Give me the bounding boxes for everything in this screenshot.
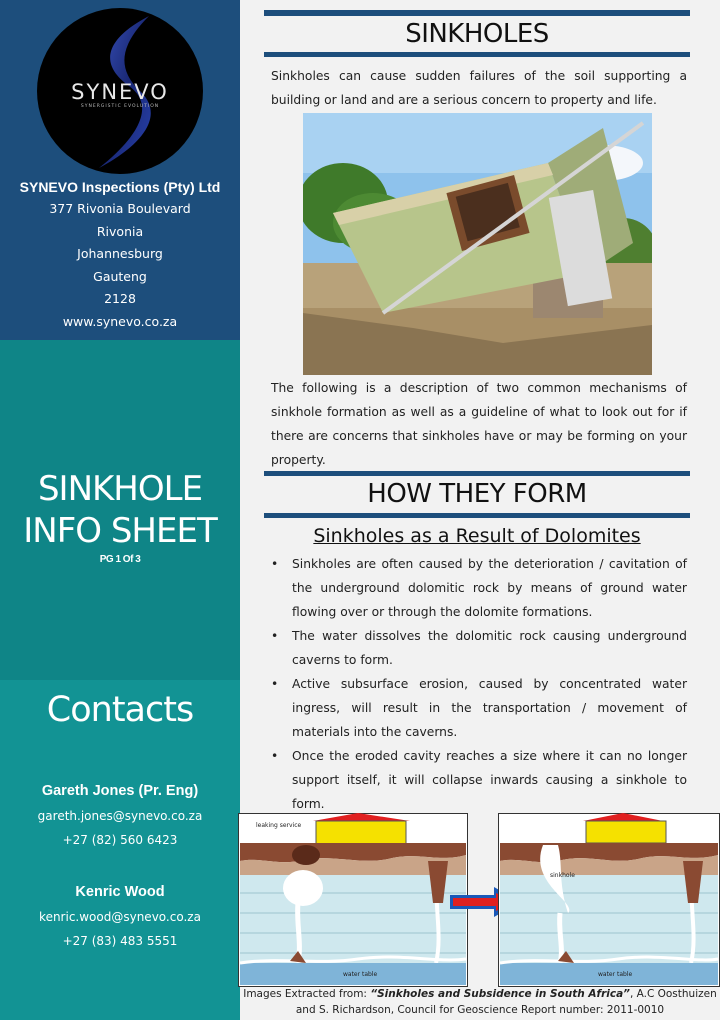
image-source-caption: [240, 986, 720, 1018]
section-bottom-rule: [264, 513, 690, 518]
contact-card: [0, 778, 240, 852]
caption-prefix: Images Extracted from:: [243, 988, 371, 1000]
company-logo: [37, 8, 203, 174]
list-item: • Once the eroded cavity reaches a size where it can no longer support itself, it will collapse inwards causing a sinkhole to form.: [271, 749, 687, 811]
page-indicator: PG 1 Of 3: [99, 554, 141, 565]
contact-email-link[interactable]: gareth.jones@synevo.co.za: [37, 809, 203, 823]
description-paragraph: The following is a description of two common mechanisms of sinkhole formation as well as a guideline of what to look out for if there are concerns that sinkholes have or may be forming on your property.: [271, 381, 687, 467]
contact-name: Gareth Jones (Pr. Eng): [41, 783, 199, 799]
logo-tagline-text: SYNERGISTIC EVOLUTION: [80, 104, 160, 109]
list-item: • The water dissolves the dolomitic rock causing underground caverns to form.: [271, 629, 687, 667]
contact-card: [0, 879, 240, 953]
address-province: Gauteng: [93, 268, 147, 284]
contacts-heading: Contacts: [46, 690, 194, 730]
sinkhole-diagram-before: [238, 813, 468, 987]
sidebar: [0, 0, 240, 1020]
list-item-text: The water dissolves the dolomitic rock causing underground caverns to form.: [292, 629, 687, 667]
subsection-title: Sinkholes as a Result of Dolomites: [313, 525, 641, 547]
contact-name: Kenric Wood: [75, 884, 165, 900]
contact-phone[interactable]: +27 (83) 483 5551: [62, 934, 178, 948]
address-postal-code: 2128: [104, 291, 136, 307]
list-item-text: Active subsurface erosion, caused by concentrated water ingress, will result in the transportation / movement of materials into the caverns.: [292, 677, 687, 739]
formation-bullet-list: [271, 552, 687, 816]
list-item-text: Once the eroded cavity reaches a size where it can no longer support itself, it will collapse inwards causing a sinkhole to form.: [292, 749, 687, 811]
list-item: • Sinkholes are often caused by the deterioration / cavitation of the underground dolomitic rock by means of ground water flowing over or through the dolomite formations.: [271, 557, 687, 619]
contact-phone[interactable]: +27 (82) 560 6423: [62, 833, 178, 847]
company-website-link[interactable]: www.synevo.co.za: [62, 313, 178, 329]
address-city: Johannesburg: [77, 246, 163, 262]
list-item: • Active subsurface erosion, caused by concentrated water ingress, will result in the transportation / movement of materials into the caverns.: [271, 677, 687, 739]
caption-source-details: , A.C Oosthuizen and S. Richardson, Council for Geoscience Report number: 2011-0010: [295, 988, 717, 1016]
collapsed-house-photo: [303, 113, 652, 375]
section-title: HOW THEY FORM: [367, 479, 587, 509]
company-name: SYNEVO Inspections (Pty) Ltd: [19, 179, 221, 195]
top-rule: [264, 10, 690, 16]
caption-source-title: “Sinkholes and Subsidence in South Africa”: [370, 988, 630, 1000]
water-table-label: water table: [343, 971, 378, 978]
list-item-text: Sinkholes are often caused by the deterioration / cavitation of the underground dolomitic rock by means of ground water flowing over or through the dolomite formations.: [292, 557, 687, 619]
page-title: SINKHOLES: [405, 19, 549, 49]
contact-email-link[interactable]: kenric.wood@synevo.co.za: [39, 910, 201, 924]
section-top-rule: [264, 471, 690, 476]
logo-brand-text: SYNEVO: [71, 80, 169, 104]
sidebar-company-panel: [0, 0, 240, 340]
company-details: [0, 176, 240, 334]
title-rule: [264, 52, 690, 57]
sheet-title: [0, 468, 240, 552]
sinkhole-diagram-after: [498, 813, 720, 987]
address-suburb: Rivonia: [96, 223, 144, 239]
address-street: 377 Rivonia Boulevard: [49, 201, 191, 216]
water-table-label: water table: [598, 971, 633, 978]
intro-paragraph: Sinkholes can cause sudden failures of the soil supporting a building or land and are a serious concern to property and life.: [271, 69, 687, 107]
sheet-title-line-2: INFO SHEET: [23, 511, 217, 551]
sheet-title-line-1: SINKHOLE: [37, 469, 203, 509]
leaking-service-label: leaking service: [256, 822, 302, 829]
sinkhole-label: sinkhole: [550, 872, 575, 879]
